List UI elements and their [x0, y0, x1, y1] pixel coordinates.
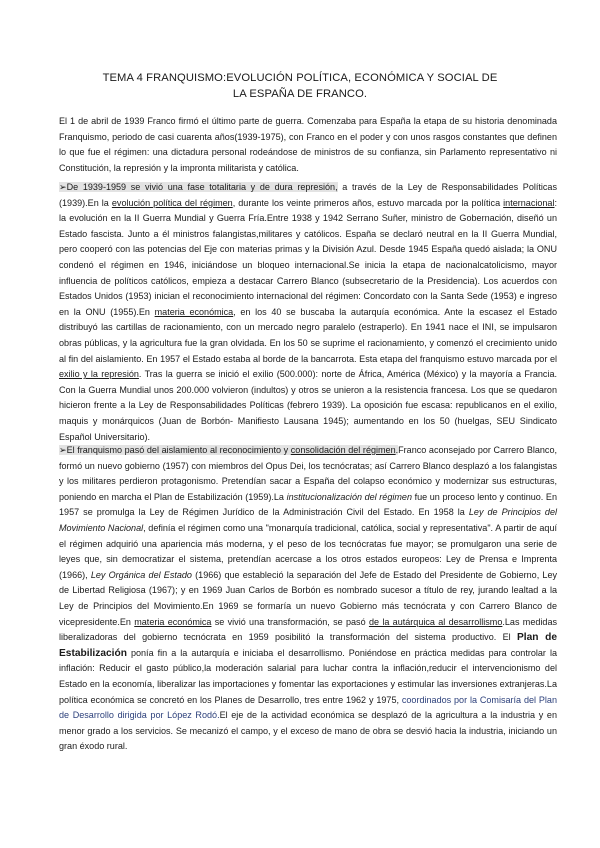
- text-run: , en los 40 se buscaba la autarquía económica. Ante la escasez el Estado distribuyó las cartillas de racionamiento, con un mercado negro paralelo (estraperlo). En 1941 nace el INI, se impulsaron obras públicas, y la agricultura fue la gran olvidada. En los 50 se suprime el racionamiento, y comenzó el crecimiento unido al fin del aislamiento. En 1957 el Estado estaba al borde de la bancarrota. Esta etapa del franquismo estuvo marcada por el: [59, 306, 557, 364]
- underlined-term: exilio y la represión: [59, 369, 139, 380]
- section-1939-1959: [59, 180, 557, 445]
- underlined-term: materia económica: [134, 616, 212, 627]
- bold-term: Plan de Estabilización: [59, 632, 558, 659]
- section-1-heading: ➢De 1939-1959 se vivió una fase totalitaria y de dura represión,: [59, 182, 338, 192]
- text-run: .Las medidas liberalizadoras del gobierno tecnócrata en 1959 posibilitó la transformación del sistema productivo. El: [59, 616, 557, 643]
- text-run: Franco aconsejado por Carrero Blanco, formó un nuevo gobierno (1957) con miembros del Opus Dei, los tecnócratas; así Carrero Blanco desplazó a los falangistas y los militares perdieron protagonismo. Pretendían sacar a España del colapso económico y modernizar sus estructuras, poniendo en marcha el Plan de Estabilización (1959).La: [59, 445, 558, 502]
- underlined-term: de la autárquica al desarrollismo: [368, 616, 503, 627]
- underlined-term: materia económica: [154, 306, 234, 317]
- document-title: [60, 70, 540, 102]
- text-run: coordinados por la Comisaría del Plan de Desarrollo dirigida por López Rodó.: [59, 694, 557, 721]
- italic-term: institucionalización del régimen: [286, 491, 412, 502]
- section-2-heading: ➢El franquismo pasó del aislamiento al reconocimiento y: [59, 445, 291, 455]
- text-run: a través de la Ley de Responsabilidades Políticas (1939).En la: [59, 182, 557, 208]
- text-run: El eje de la actividad económica se desplazó de la agricultura a la industria y en menor grado a los servicios. Se mecanizó el campo, y el exceso de mano de obra se desvió hacia la industria, iniciando un gran éxodo rural.: [59, 710, 557, 752]
- underlined-term: internacional: [503, 197, 555, 208]
- title-line-2: LA ESPAÑA DE FRANCO.: [232, 88, 368, 100]
- text-run: : la evolución en la II Guerra Mundial y Guerra Fría.Entre 1938 y 1942 Serrano Suñer, ministro de Gobernación, diseñó un Estado fascista. Junto a él ministros falangistas,militares y católicos. España se declaró neutral en la II Guerra Mundial, pero cooperó con las potencias del Eje con materias primas y la División Azul. Desde 1945 España quedó aislada; la ONU condenó el régimen en 1946, iniciándose un bloqueo internacional.Se inicia la etapa de nacionalcatolicismo, mayor influencia de políticos católicos, empieza a destacar Carrero Blanco (subsecretario de la Presidencia). Los acuerdos con Estados Unidos (1953) inician el reconocimiento internacional del régimen: Concordato con la Santa Sede (1953) e ingreso en la ONU (1955).En: [59, 197, 557, 317]
- text-run: se vivió una transformación, se pasó: [211, 616, 369, 627]
- intro-paragraph: El 1 de abril de 1939 Franco firmó el último parte de guerra. Comenzaba para España la etapa de su historia denominada Franquismo, periodo de casi cuarenta años(1939-1975), con Franco en el poder y con unos rasgos constantes que definen lo que fue el régimen: una dictadura personal rodeándose de ministros de su confianza, sin Parlamento representativo ni Constitución, la represión y la impronta militarista y católica.: [59, 116, 557, 173]
- italic-term: Ley Orgánica del Estado: [90, 569, 192, 580]
- title-line-1: TEMA 4 FRANQUISMO:EVOLUCIÓN POLÍTICA, ECONÓMICA Y SOCIAL DE: [102, 72, 498, 84]
- text-run: . Tras la guerra se inició el exilio (500.000): norte de África, América (México) y la mayoría a Francia. Con la Guerra Mundial unos 200.000 volvieron (indultos) y otros se unieron a la resistencia francesa. Los que se quedaron hicieron frente a la Ley de Responsabilidades Políticas (febrero 1939). La oposición fue escasa: republicanos en el exilio, maquis y monárquicos (Juan de Borbón- Manifiesto Lausana 1945); aumentando en los 50 (huelgas, SEU Sindicato Español Universitario).: [59, 369, 558, 442]
- text-run: .: [395, 445, 399, 455]
- text-run: , durante los veinte primeros años, estuvo marcada por la política: [232, 197, 504, 208]
- underlined-term: evolución política del régimen: [111, 197, 233, 208]
- underlined-term: consolidación del régimen: [290, 445, 396, 455]
- text-run: (1966) que estableció la separación del Jefe de Estado del Presidente de Gobierno, Ley de Libertad Religiosa (1967); y en 1969 Juan Carlos de Borbón es nombrado sucesor a título de rey, jurando lealtad a la Ley de Principios del Movimiento.En 1969 se formaría un nuevo Gobierno más tecnócrata y con Carrero Blanco de vicepresidente.En: [59, 569, 557, 627]
- text-run: fue un proceso lento y continuo. En 1957 se promulga la Ley de Régimen Jurídico de la Administración Civil del Estado. En 1958 la: [59, 491, 557, 518]
- text-run: , definía el régimen como una "monarquía tradicional, católica, social y representativa". A partir de aquí el régimen adquirió una apariencia más moderna, y el peso de los tecnócratas fue mayor; se promulgaron una serie de leyes que, sin democratizar el sistema, pretendían acercase a los otros estados europeos: Ley de Prensa e Imprenta (1966),: [59, 522, 557, 580]
- italic-term: Ley de Principios del Movimiento Nacional: [59, 507, 557, 533]
- section-consolidation: [59, 443, 557, 755]
- text-run: ponía fin a la autarquía e iniciaba el desarrollismo. Poniéndose en práctica medidas para controlar la inflación: Reducir el gasto público,la moderación salarial para luchar contra la inflación,reducir el intervencionismo del Estado en la economía, liberalizar las importaciones y fomentar las exportaciones y estimular las inversiones extranjeras.La política económica se concretó en los Planes de Desarrollo, tres entre 1962 y 1975,: [59, 647, 557, 705]
